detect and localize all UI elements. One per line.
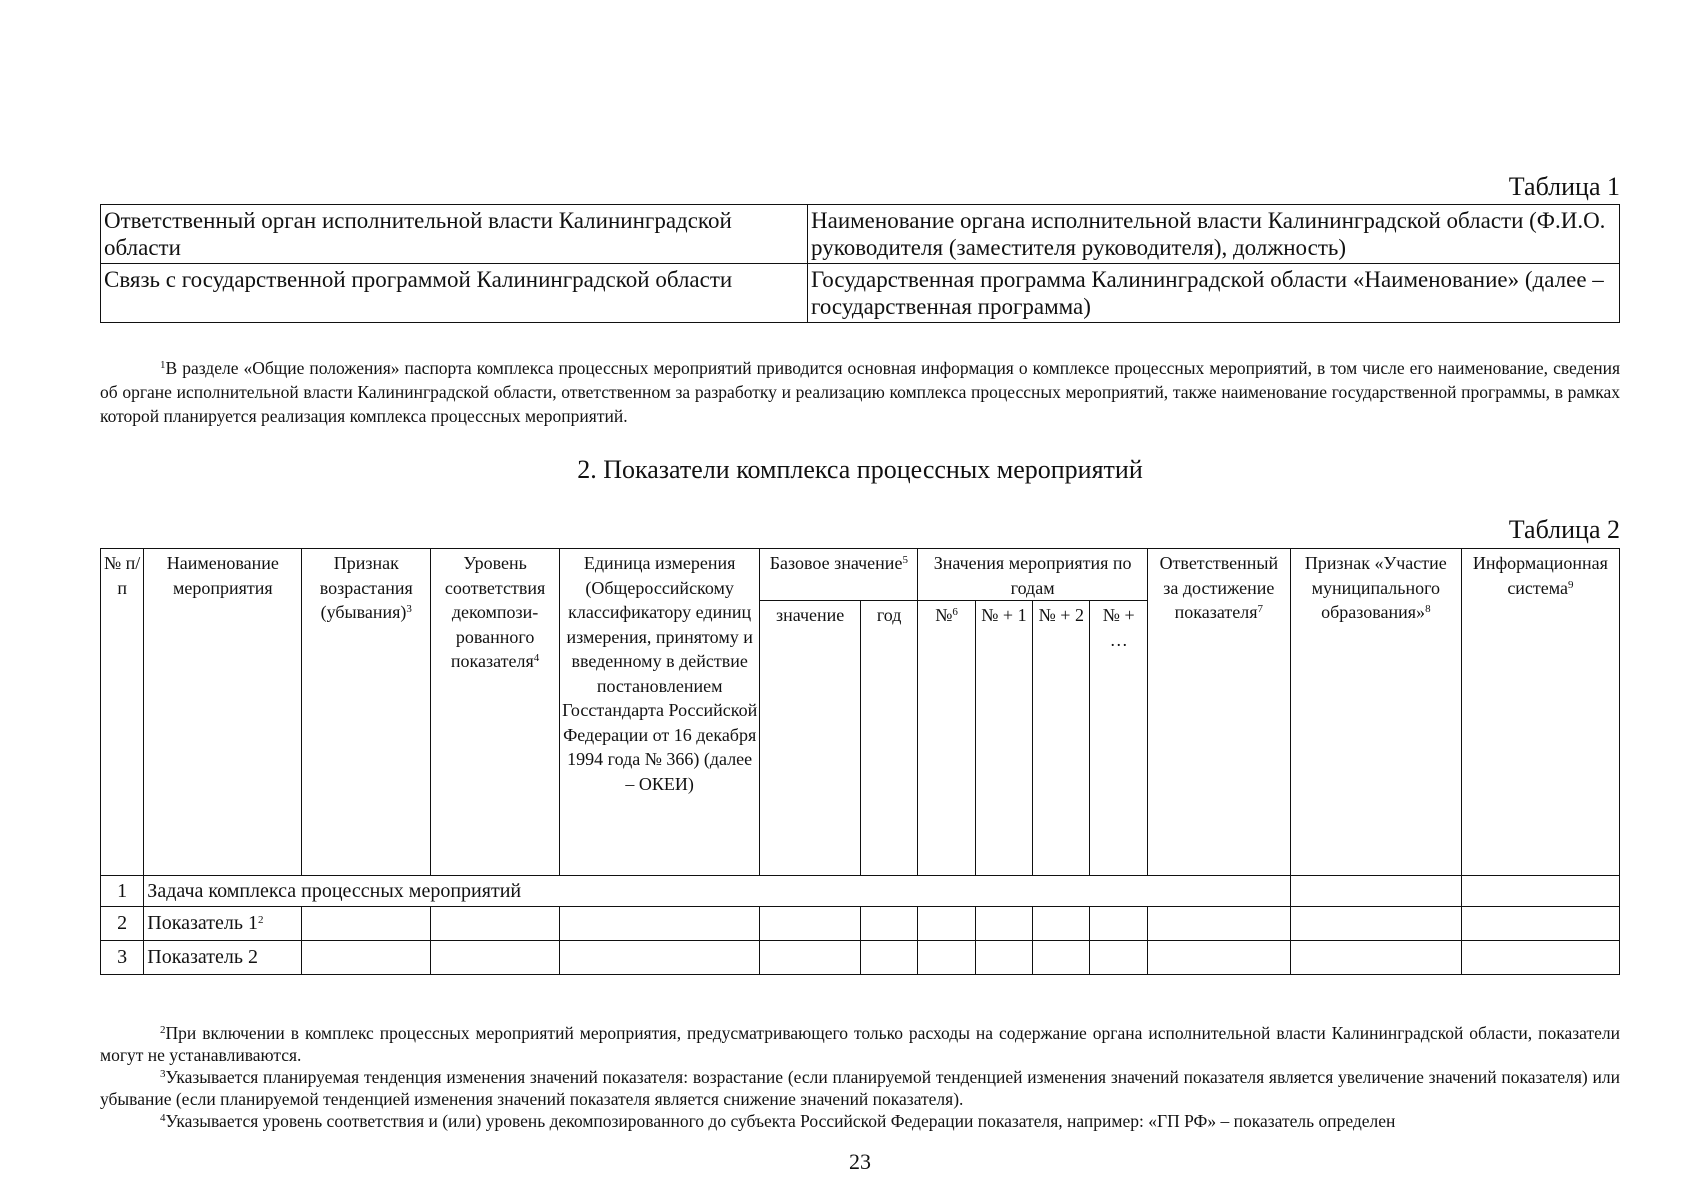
table1-row [101,264,1620,323]
header-municipal: Признак «Участие муниципального образования»$^8$ [1290,549,1461,876]
footnote-marker: 1 [160,359,166,371]
table2 [100,548,1620,975]
table-row [101,941,1620,975]
table1-cell-program-label: Связь с государственной программой Калининградской области [101,264,808,323]
header-num: № п/п [101,549,144,876]
header-unit: Единица измерения (Общероссийскому классификатору единиц измерения, принятому и введенному в действие постановлением Госстандарта Российской Федерации от 16 декабря 1994 года № 366) (далее – ОКЕИ) [560,549,760,876]
header-year-2: № + 2 [1033,601,1090,876]
table-row [101,907,1620,941]
footnote-3: $^3$Указывается планируемая тенденция изменения значений показателя: возрастание (если планируемой тенденцией изменения значений показателя является увеличение значений показателя) или убывание (если планируемой тенденцией изменения значений показателя является снижение значений показателя). [100,1067,1620,1109]
table2-header-row [101,549,1620,601]
footnotes-block [100,1022,1620,1132]
table2-caption: Таблица 2 [1508,515,1620,544]
table1-caption: Таблица 1 [1508,172,1620,201]
table-row [101,876,1620,907]
row-cell [1461,876,1619,907]
header-base-value: значение [760,601,861,876]
section-title: 2. Показатели комплекса процессных мероприятий [577,455,1143,484]
table1-cell-program-value: Государственная программа Калининградской области «Наименование» (далее – государственная программа) [808,264,1620,323]
header-name: Наименование мероприятия [144,549,302,876]
footnote-1 [100,356,1620,428]
row-indicator-name: Показатель 2 [144,941,302,975]
row-cell [1290,876,1461,907]
header-sign: Признак возрастания (убывания)$^3$ [302,549,431,876]
row-indicator-name: Показатель $1^2$ [144,907,302,941]
row-num: 1 [101,876,144,907]
header-year-0: №$^6$ [918,601,975,876]
footnote-2: $^2$При включении в комплекс процессных мероприятий мероприятия, предусматривающего только расходы на содержание органа исполнительной власти Калининградской области, показатели могут не устанавливаются. [100,1023,1620,1065]
header-base-year: год [860,601,917,876]
header-level: Уровень соответствия декомпози-рованного показателя$^4$ [431,549,560,876]
header-base: Базовое значение$^5$ [760,549,918,601]
header-info: Информационная система$^9$ [1461,549,1619,876]
row-num: 3 [101,941,144,975]
table1-row [101,205,1620,264]
table1 [100,204,1620,323]
footnote-text: В разделе «Общие положения» паспорта комплекса процессных мероприятий приводится основная информация о комплексе процессных мероприятий, в том числе его наименование, сведения об органе исполнительной власти Калининградской области, ответственном за разработку и реализацию комплекса процессных мероприятий, также наименование государственной программы, в рамках которой планируется реализация комплекса процессных мероприятий. [100,358,1620,426]
footnote-4: $^4$Указывается уровень соответствия и (или) уровень декомпозированного до субъекта Российской Федерации показателя, например: «ГП РФ» – показатель определен [160,1111,1396,1131]
header-year-3: № + … [1090,601,1147,876]
row-num: 2 [101,907,144,941]
row-task-text: Задача комплекса процессных мероприятий [144,876,1291,907]
table1-cell-responsible-value: Наименование органа исполнительной власти Калининградской области (Ф.И.О. руководителя (заместителя руководителя), должность) [808,205,1620,264]
header-year-1: № + 1 [975,601,1032,876]
page-number: 23 [849,1149,871,1174]
document-page [100,0,1620,1200]
header-years: Значения мероприятия по годам [918,549,1148,601]
table1-cell-responsible-label: Ответственный орган исполнительной власти Калининградской области [101,205,808,264]
header-responsible: Ответственный за достижение показателя$^7$ [1147,549,1290,876]
